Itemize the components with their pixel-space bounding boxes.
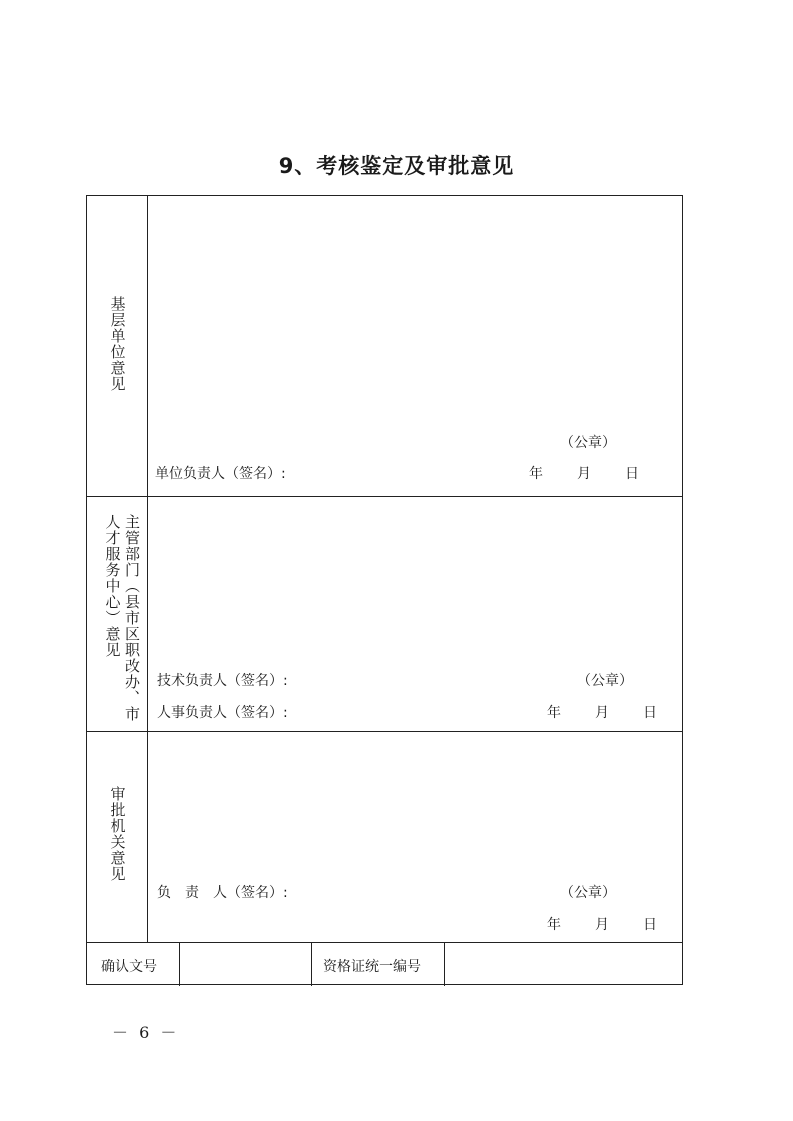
page-title: 9、考核鉴定及审批意见: [278, 154, 515, 178]
cert-number-label: 资格证统一编号: [323, 959, 421, 975]
bottom-divider-1: [179, 942, 180, 986]
section2-date-month: 月: [595, 705, 609, 721]
section3-date-year: 年: [547, 917, 561, 933]
section3-signer-label: 负 责 人（签名）:: [157, 885, 288, 901]
section2-label: [91, 514, 141, 724]
section2-label-line1: 主管部门（县市区职改办、: [123, 514, 141, 706]
bottom-divider-3: [444, 942, 445, 986]
section1-date-year: 年: [529, 466, 543, 482]
section2-hr-signer-label: 人事负责人（签名）:: [157, 705, 288, 721]
label-column-divider: [147, 196, 148, 942]
section1-date-month: 月: [577, 466, 591, 482]
section3-seal: （公章）: [560, 885, 616, 901]
row-divider-1: [87, 496, 682, 497]
doc-number-label: 确认文号: [101, 959, 157, 975]
section1-label: 基层单位意见: [108, 296, 127, 392]
section1-seal: （公章）: [560, 435, 616, 451]
section2-tech-signer-label: 技术负责人（签名）:: [157, 673, 288, 689]
bottom-divider-2: [311, 942, 312, 986]
row-divider-3: [87, 942, 682, 943]
section1-signer-label: 单位负责人（签名）:: [155, 466, 286, 482]
section2-date-year: 年: [547, 705, 561, 721]
page-number: － 6 －: [112, 1023, 180, 1042]
approval-form-table: [86, 195, 683, 985]
section1-date-day: 日: [625, 466, 639, 482]
section3-label: 审批机关意见: [108, 786, 127, 882]
row-divider-2: [87, 731, 682, 732]
section2-date-day: 日: [643, 705, 657, 721]
section3-date-month: 月: [595, 917, 609, 933]
section3-date-day: 日: [643, 917, 657, 933]
section2-label-line2: 市人才服务中心）意见: [103, 514, 141, 722]
section2-seal: （公章）: [577, 673, 633, 689]
